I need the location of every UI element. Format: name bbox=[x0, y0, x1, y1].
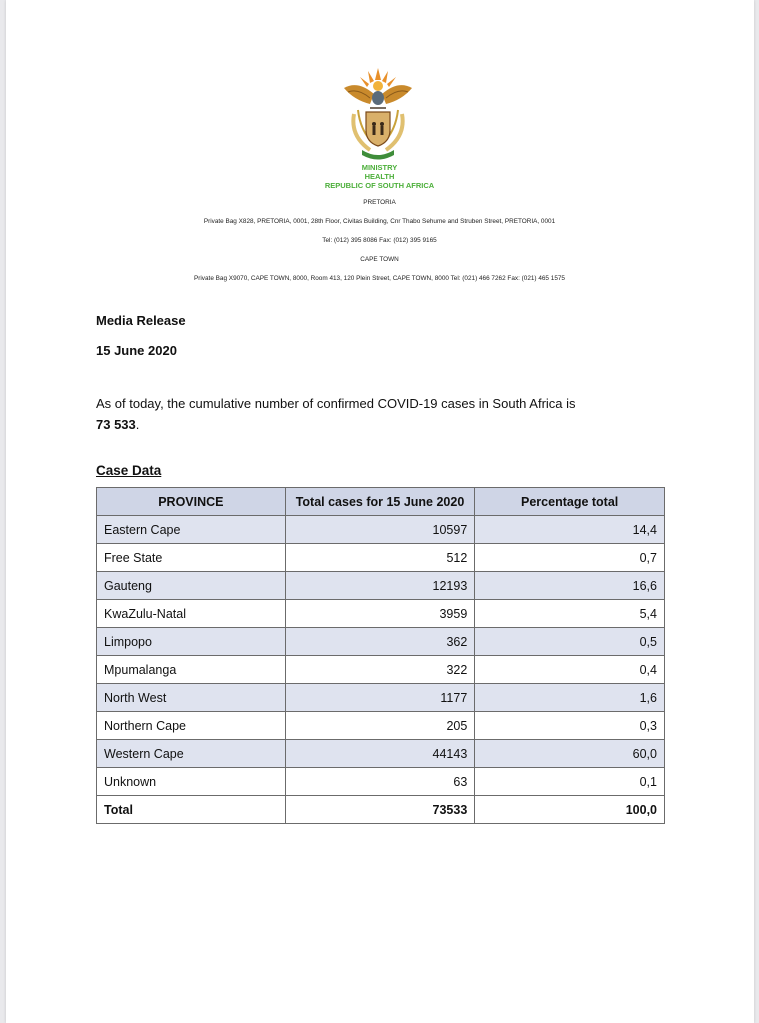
percent-cell: 14,4 bbox=[475, 516, 665, 544]
percent-cell: 0,5 bbox=[475, 628, 665, 656]
column-header-percentage: Percentage total bbox=[475, 488, 665, 516]
percent-cell: 0,4 bbox=[475, 656, 665, 684]
case-data-table bbox=[96, 487, 665, 824]
province-cell: Mpumalanga bbox=[97, 656, 286, 684]
table-row bbox=[97, 656, 665, 684]
release-type: Media Release bbox=[96, 313, 186, 328]
table-row bbox=[97, 572, 665, 600]
cases-cell: 3959 bbox=[285, 600, 475, 628]
ministry-line-3: REPUBLIC OF SOUTH AFRICA bbox=[324, 181, 435, 190]
cases-cell: 362 bbox=[285, 628, 475, 656]
province-cell: Free State bbox=[97, 544, 286, 572]
table-row bbox=[97, 684, 665, 712]
province-cell: Limpopo bbox=[97, 628, 286, 656]
table-row bbox=[97, 712, 665, 740]
table-row bbox=[97, 544, 665, 572]
release-total-cases: 73 533 bbox=[96, 417, 136, 432]
province-cell: Northern Cape bbox=[97, 712, 286, 740]
province-cell: KwaZulu-Natal bbox=[97, 600, 286, 628]
table-row bbox=[97, 600, 665, 628]
percent-cell: 16,6 bbox=[475, 572, 665, 600]
percent-cell: 1,6 bbox=[475, 684, 665, 712]
province-cell: North West bbox=[97, 684, 286, 712]
cases-cell: 63 bbox=[285, 768, 475, 796]
province-cell: Unknown bbox=[97, 768, 286, 796]
cases-cell: 44143 bbox=[285, 740, 475, 768]
release-date: 15 June 2020 bbox=[96, 343, 177, 358]
percent-cell: 0,1 bbox=[475, 768, 665, 796]
cases-cell: 12193 bbox=[285, 572, 475, 600]
percent-cell: 0,3 bbox=[475, 712, 665, 740]
column-header-province: PROVINCE bbox=[97, 488, 286, 516]
total-cases-cell: 73533 bbox=[285, 796, 475, 824]
table-row bbox=[97, 768, 665, 796]
ministry-line-2: HEALTH bbox=[364, 172, 395, 181]
province-cell: Western Cape bbox=[97, 740, 286, 768]
table-row bbox=[97, 516, 665, 544]
province-cell: Eastern Cape bbox=[97, 516, 286, 544]
province-cell: Gauteng bbox=[97, 572, 286, 600]
cases-cell: 205 bbox=[285, 712, 475, 740]
ministry-line-1: MINISTRY bbox=[361, 163, 398, 172]
column-header-total-cases: Total cases for 15 June 2020 bbox=[285, 488, 475, 516]
total-label-cell: Total bbox=[97, 796, 286, 824]
release-total-line bbox=[96, 417, 139, 432]
release-total-suffix: . bbox=[135, 417, 140, 432]
percent-cell: 5,4 bbox=[475, 600, 665, 628]
table-row bbox=[97, 740, 665, 768]
cases-cell: 512 bbox=[285, 544, 475, 572]
capetown-address: Private Bag X9070, CAPE TOWN, 8000, Room 413, 120 Plein Street, CAPE TOWN, 8000 Tel: (021) 466 7262 Fax: (021) 465 1575 bbox=[194, 275, 565, 282]
table-row bbox=[97, 628, 665, 656]
release-statement: As of today, the cumulative number of confirmed COVID-19 cases in South Africa is bbox=[96, 396, 576, 411]
total-percent-cell: 100,0 bbox=[475, 796, 665, 824]
capetown-heading: CAPE TOWN bbox=[360, 256, 399, 263]
percent-cell: 0,7 bbox=[475, 544, 665, 572]
cases-cell: 1177 bbox=[285, 684, 475, 712]
pretoria-phone: Tel: (012) 395 8086 Fax: (012) 395 9165 bbox=[322, 237, 437, 244]
pretoria-address: Private Bag X828, PRETORIA, 0001, 28th Floor, Civitas Building, Cnr Thabo Sehume and Struben Street, PRETORIA, 0001 bbox=[203, 218, 556, 225]
percent-cell: 60,0 bbox=[475, 740, 665, 768]
cases-cell: 10597 bbox=[285, 516, 475, 544]
coat-of-arms-icon bbox=[340, 66, 416, 162]
table-total-row bbox=[97, 796, 665, 824]
pretoria-heading: PRETORIA bbox=[363, 199, 396, 206]
table-header-row bbox=[97, 488, 665, 516]
cases-cell: 322 bbox=[285, 656, 475, 684]
case-data-heading: Case Data bbox=[96, 463, 162, 478]
